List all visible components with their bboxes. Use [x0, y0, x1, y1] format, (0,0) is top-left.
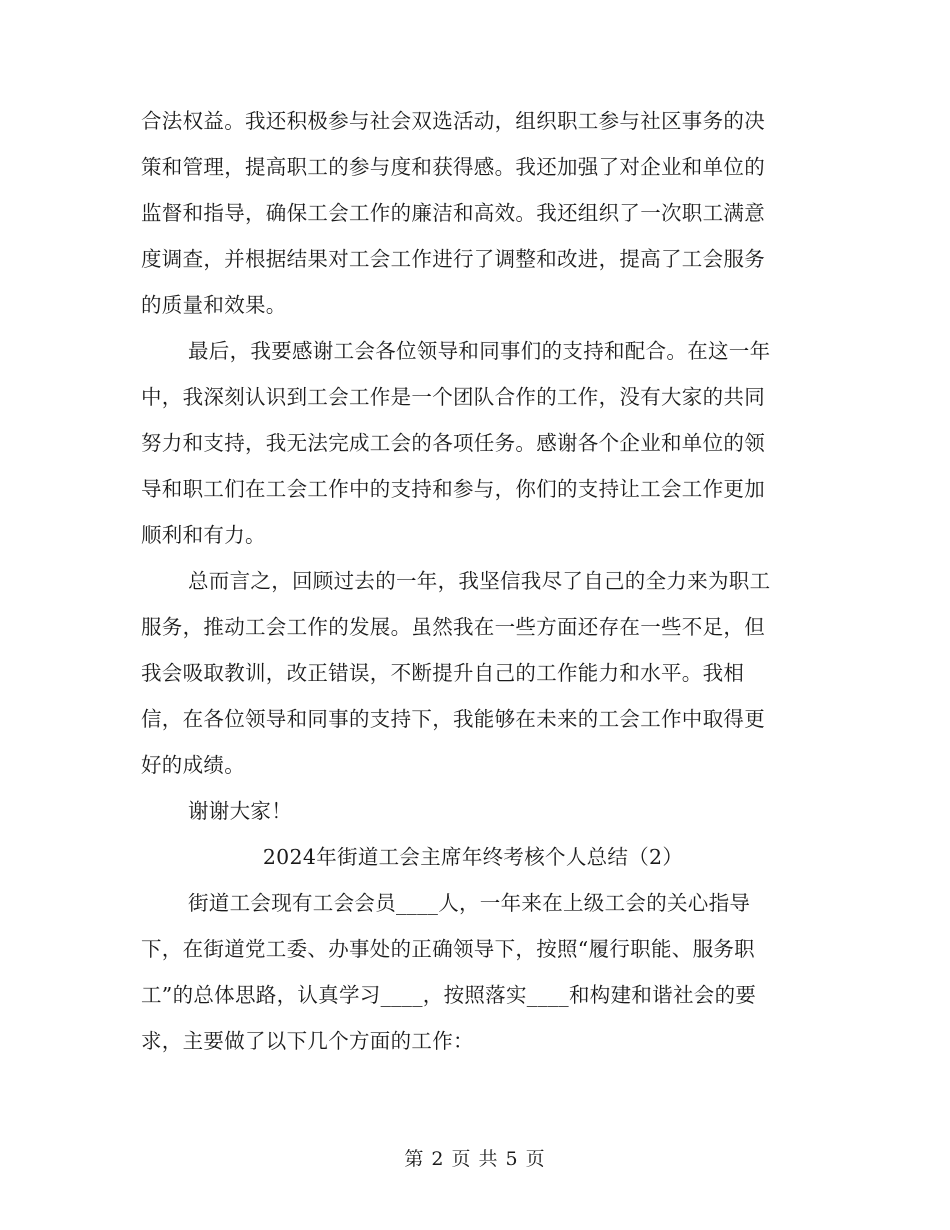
text-line: 策和管理，提高职工的参与度和获得感。我还加强了对企业和单位的 [141, 155, 765, 179]
text-line: 监督和指导，确保工会工作的廉洁和高效。我还组织了一次职工满意 [141, 201, 765, 225]
text-line: 谢谢大家！ [188, 799, 292, 823]
text-line: 总而言之，回顾过去的一年，我坚信我尽了自己的全力来为职工 [188, 569, 771, 593]
text-line: 度调查，并根据结果对工会工作进行了调整和改进，提高了工会服务 [141, 247, 765, 271]
text-line: 下，在街道党工委、办事处的正确领导下，按照“履行职能、服务职 [141, 937, 755, 961]
paragraph-thanks [141, 328, 797, 558]
page-number: 第 2 页 共 5 页 [404, 1148, 546, 1170]
text-line: 合法权益。我还积极参与社会双选活动，组织职工参与社区事务的决 [141, 109, 765, 133]
intro-paragraph [141, 880, 797, 1064]
text-line: 最后，我要感谢工会各位领导和同事们的支持和配合。在这一年 [188, 339, 771, 363]
text-line: 信，在各位领导和同事的支持下，我能够在未来的工会工作中取得更 [141, 707, 765, 731]
text-line: 工”的总体思路，认真学习____，按照落实____和构建和谐社会的要 [141, 983, 757, 1007]
document-body [141, 98, 797, 1064]
text-line: 我会吸取教训，改正错误，不断提升自己的工作能力和水平。我相 [141, 661, 745, 685]
text-line: 顺利和有力。 [141, 523, 266, 547]
text-line: 的质量和效果。 [141, 293, 287, 317]
text-line: 导和职工们在工会工作中的支持和参与，你们的支持让工会工作更加 [141, 477, 765, 501]
section-title: 2024年街道工会主席年终考核个人总结（2） [262, 845, 684, 869]
text-line: 努力和支持，我无法完成工会的各项任务。感谢各个企业和单位的领 [141, 431, 765, 455]
text-line: 街道工会现有工会会员____人，一年来在上级工会的关心指导 [188, 891, 751, 915]
text-line: 中，我深刻认识到工会工作是一个团队合作的工作，没有大家的共同 [141, 385, 765, 409]
text-line: 好的成绩。 [141, 753, 245, 777]
text-line: 求，主要做了以下几个方面的工作： [141, 1029, 474, 1053]
paragraph-rights [141, 98, 797, 328]
text-line: 服务，推动工会工作的发展。虽然我在一些方面还存在一些不足，但 [141, 615, 765, 639]
paragraph-closing [141, 788, 797, 834]
paragraph-conclusion [141, 558, 797, 788]
